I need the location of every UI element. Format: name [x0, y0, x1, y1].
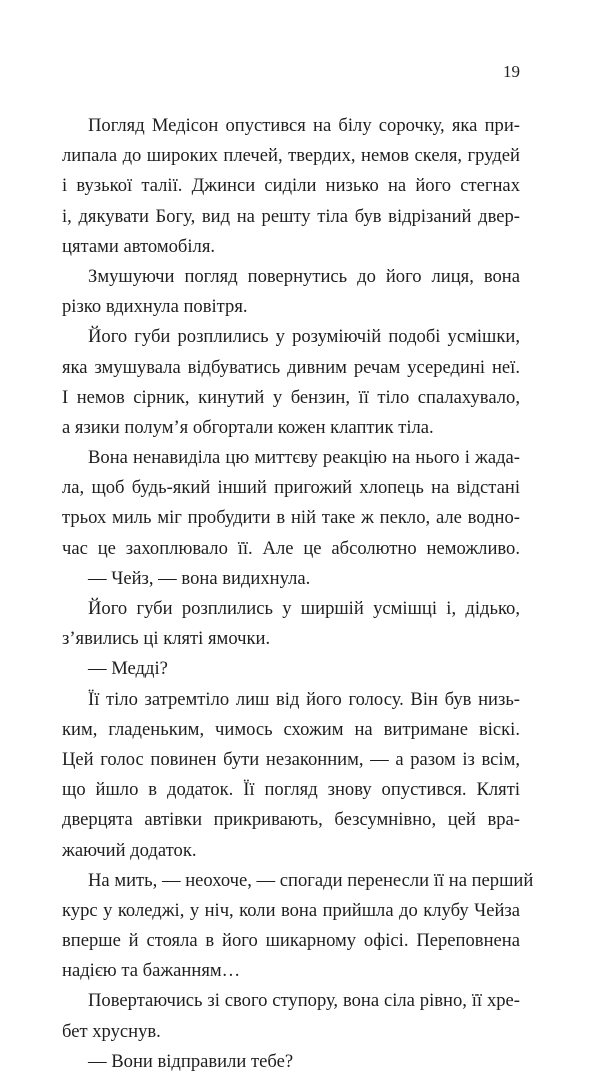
text-line: курс у коледжі, у ніч, коли вона прийшла до клубу Чейза — [62, 899, 520, 921]
text-line: Вона ненавиділа цю миттєву реакцію на нього і жада- — [88, 447, 520, 469]
text-line: і вузької талії. Джинси сиділи низько на його стегнах — [62, 175, 520, 197]
text-line: Погляд Медісон опустився на білу сорочку, яка при- — [88, 115, 520, 136]
text-line: — Чейз, — вона видихнула. — [88, 567, 311, 589]
text-line: жаючий додаток. — [62, 839, 197, 861]
text-line: — Вони відправили тебе? — [88, 1050, 294, 1072]
text-line: — Медді? — [88, 658, 168, 680]
text-line: дверцята автівки прикривають, безсумнівно, цей вра- — [62, 809, 520, 831]
page-number: 19 — [503, 62, 520, 81]
text-line: яка змушувала відбуватись дивним речам усередині неї. — [62, 356, 520, 378]
text-line: липала до широких плечей, твердих, немов скеля, грудей — [62, 145, 520, 167]
text-line: Повертаючись зі свого ступору, вона сіла рівно, її хре- — [88, 990, 520, 1012]
text-line: з’явились ці кляті ямочки. — [62, 628, 271, 650]
text-line: Її тіло затремтіло лиш від його голосу. Він був низь- — [88, 688, 520, 710]
text-line: ким, гладеньким, чимось схожим на витримане віскі. — [62, 718, 520, 740]
text-line: Цей голос повинен бути незаконним, — а разом із всім, — [62, 748, 520, 770]
text-line: час це захоплювало її. Але це абсолютно неможливо. — [62, 537, 520, 559]
text-line: різко вдихнула повітря. — [62, 296, 248, 318]
text-line: а язики полум’я обгортали кожен клаптик тіла. — [62, 416, 434, 438]
text-line: вперше й стояла в його шикарному офісі. Переповнена — [62, 930, 520, 952]
text-line: Змушуючи погляд повернутись до його лиця, вона — [88, 265, 520, 287]
text-line: ла, щоб будь-який інший пригожий хлопець на відстані — [62, 477, 520, 499]
body-text — [62, 111, 534, 1077]
text-line: Його губи розплились у розуміючій подобі усмішки, — [88, 326, 520, 348]
text-line: бет хруснув. — [62, 1020, 161, 1042]
text-line: цятами автомобіля. — [62, 235, 216, 257]
text-line: що йшло в додаток. Її погляд знову опустився. Кляті — [62, 779, 520, 801]
text-line: І немов сірник, кинутий у бензин, її тіло спалахувало, — [62, 386, 520, 408]
text-line: надією та бажанням… — [62, 960, 241, 982]
text-line: Його губи розплились у ширшій усмішці і, дідько, — [88, 598, 520, 619]
text-line: трьох миль міг пробудити в ній таке ж пекло, але водно- — [62, 507, 520, 529]
text-line: і, дякувати Богу, вид на решту тіла був відрізаний двер- — [62, 205, 520, 227]
text-line: На мить, — неохоче, — спогади перенесли її на перший — [88, 869, 534, 891]
